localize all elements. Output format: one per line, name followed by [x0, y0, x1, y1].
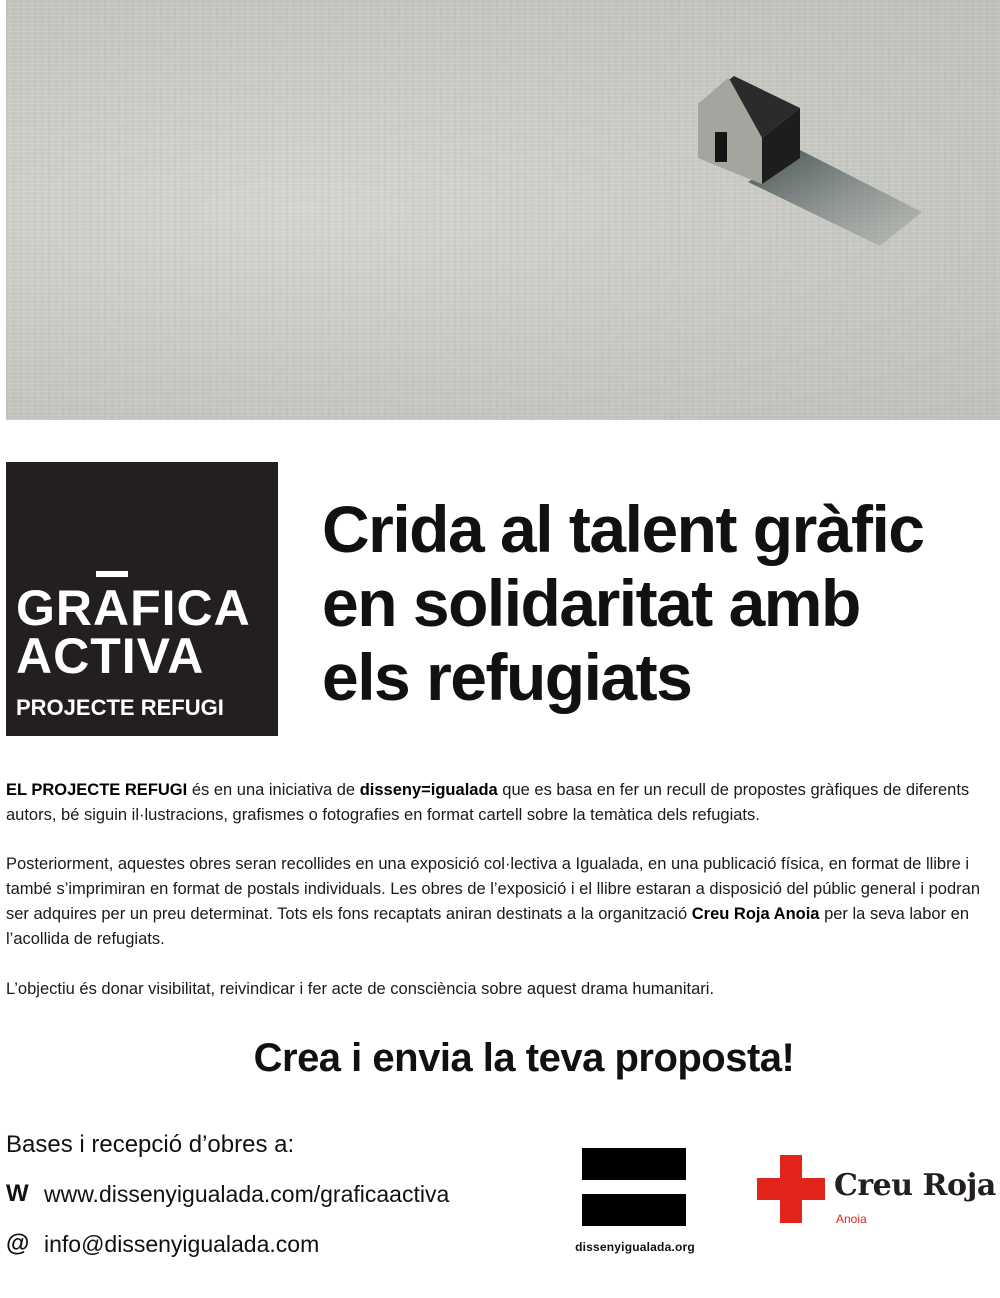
website-row	[6, 1180, 449, 1208]
logo-title-line2: ACTIVA	[16, 628, 205, 684]
contact-heading: Bases i recepció d’obres a:	[6, 1131, 295, 1158]
disseny-igualada-url: dissenyigualada.org	[575, 1240, 695, 1254]
headline-line2: en solidaritat amb	[322, 566, 860, 640]
headline	[322, 492, 998, 714]
web-icon: W	[6, 1180, 29, 1207]
equals-bar-top	[582, 1148, 686, 1180]
intro-text-1: és en una iniciativa de	[187, 781, 360, 799]
logo-title-line1: GRAFICA	[16, 580, 251, 636]
creu-roja-branch: Anoia	[836, 1212, 867, 1226]
house-door	[715, 132, 727, 162]
headline-line3: els refugiats	[322, 640, 692, 714]
objective-paragraph: L’objectiu és donar visibilitat, reivindicar i fer acte de consciència sobre aquest drama humanitari.	[6, 980, 715, 998]
details-text-2: per la seva labor en l’acollida de refugiats.	[6, 905, 970, 948]
house-illustration	[6, 0, 1000, 420]
call-to-action: Crea i envia la teva proposta!	[253, 1036, 795, 1080]
logo-subtitle: PROJECTE REFUGI	[16, 695, 224, 720]
details-paragraph	[6, 852, 996, 952]
red-cross-icon	[757, 1155, 825, 1223]
creu-roja-name: Creu Roja	[834, 1168, 996, 1203]
details-text-1: Posteriorment, aquestes obres seran recollides en una exposició col·lectiva a Igualada, en una publicació física, en format de llibre i també s’imprimiran en format de postals individuals. Les obres de l’exposició i el llibre estaran a disposició del públic general i podran ser adquires per un preu determinat. Tots els fons recaptats aniran destinats a la organització	[6, 855, 981, 923]
project-name: EL PROJECTE REFUGI	[6, 781, 188, 799]
intro-paragraph	[6, 778, 996, 828]
equals-bar-bottom	[582, 1194, 686, 1226]
at-icon: @	[6, 1230, 30, 1257]
email-row	[6, 1230, 319, 1258]
hero-illustration	[6, 0, 1000, 420]
beneficiary-name: Creu Roja Anoia	[691, 905, 820, 923]
headline-line1: Crida al talent gràfic	[322, 492, 924, 566]
grafica-activa-logo	[6, 462, 278, 736]
email-link[interactable]: info@dissenyigualada.com	[44, 1231, 320, 1257]
logo-accent-bar	[96, 571, 128, 577]
organizer-name: disseny=igualada	[359, 781, 498, 799]
website-link[interactable]: www.dissenyigualada.com/graficaactiva	[44, 1181, 450, 1207]
intro-text-2: que es basa en fer un recull de propostes gràfiques de diferents autors, bé siguin il·lustracions, grafismes o fotografies en format cartell sobre la temàtica dels refugiats.	[6, 781, 970, 824]
